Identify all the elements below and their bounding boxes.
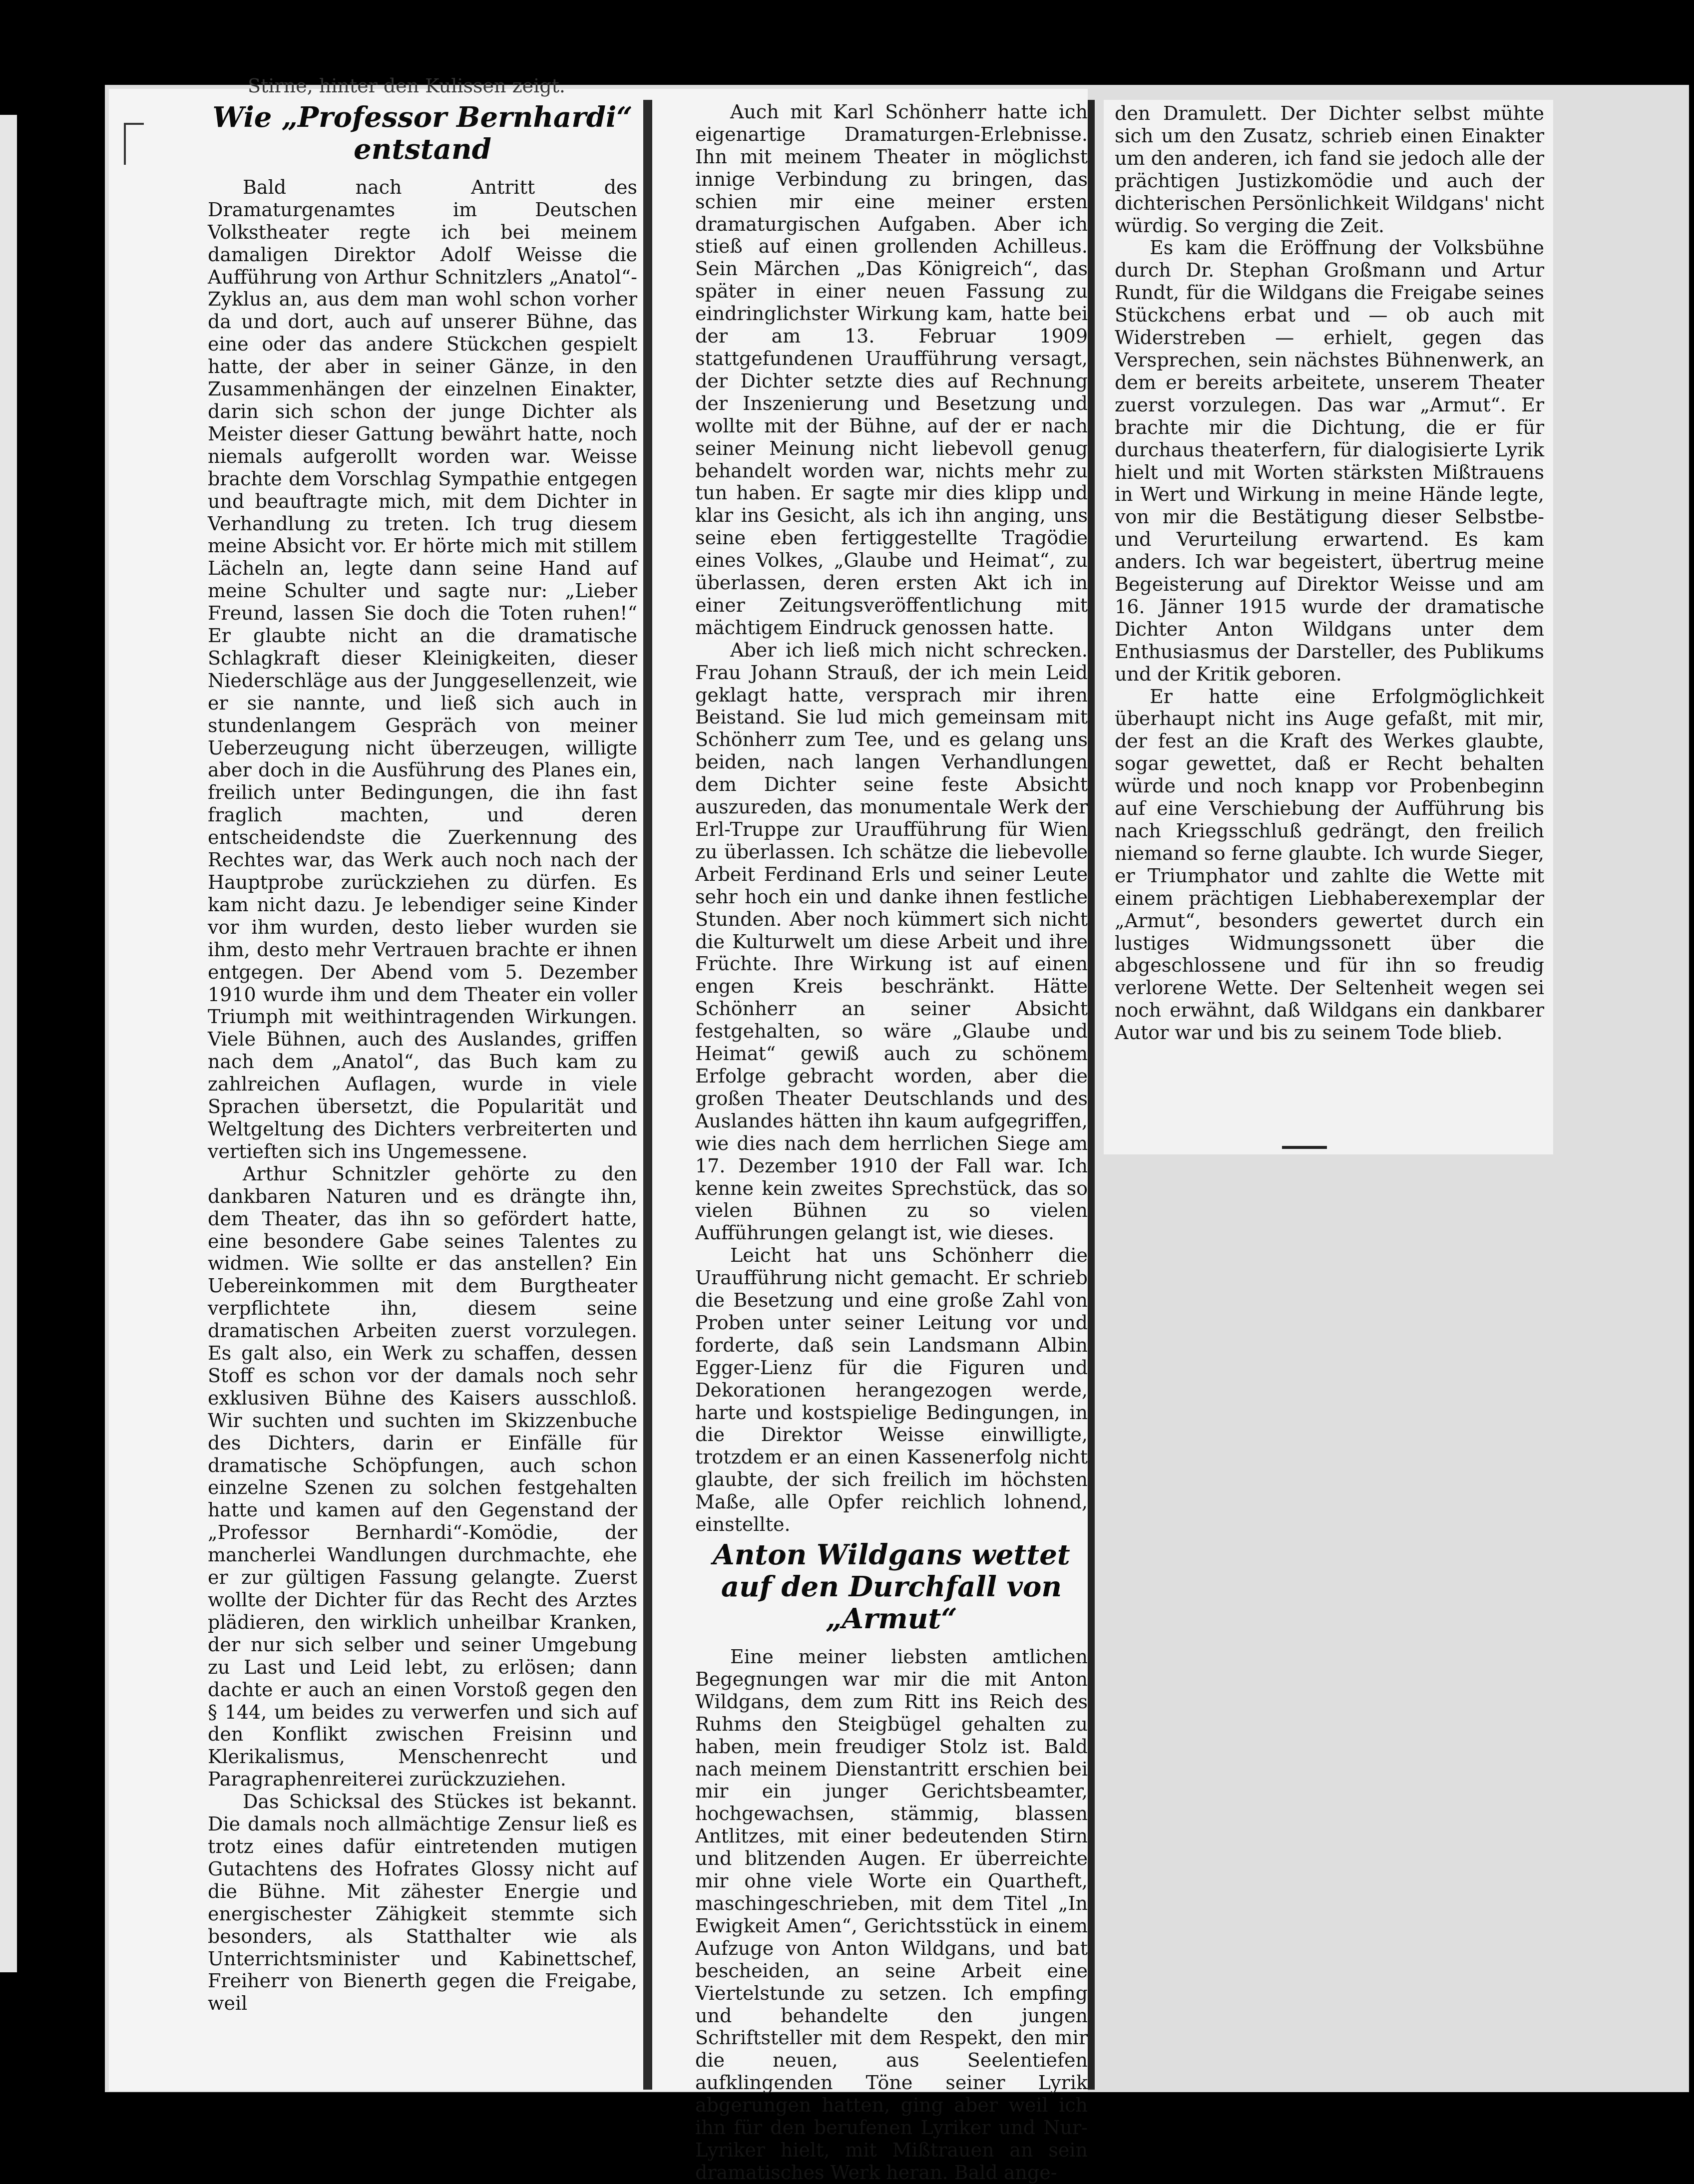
- section-heading: Wie „Professor Bernhardi“ entstand: [212, 100, 633, 166]
- article-paragraph: Es kam die Eröffnung der Volksbühne durch Dr. Stephan Großmann und Artur Rundt, für die Wildgans die Freigabe seines Stückchens erbat und — ob auch mit Widerstreben — erhielt, gegen das Versprechen, sein nächstes Bühnenwerk, an dem er bereits arbeitete, unserem Theater zuerst vorzulegen. Das war „Armut“. Er brachte mir die Dichtung, die er für durchaus theaterfern, für dialogisierte Lyrik hielt und mit Worten stärksten Mißtrauens in Wert und Wirkung in meine Hände legte, von mir die Bestätigung dieser Selbstbe- und Verurteilung erwartend. Es kam anders. Ich war begeistert, übertrug meine Begeisterung auf Direktor Weisse und am 16. Jänner 1915 wurde der dramatische Dichter Anton Wildgans unter dem Enthusiasmus der Darsteller, des Publikums und der Kritik geboren.: [1115, 237, 1544, 685]
- article-column-3: [1115, 102, 1544, 1044]
- article-paragraph: Er hatte eine Erfolgmöglichkeit überhaupt nicht ins Auge gefaßt, mit mir, der fest an die Kraft des Werkes glaubte, sogar gewettet, daß er Recht behalten würde und noch knapp vor Probenbeginn auf eine Verschiebung der Aufführung bis nach Kriegsschluß gedrängt, den freilich niemand so ferne glaubte. Ich wurde Sieger, er Triumphator und zahlte die Wette mit einem prächtigen Liebhaberexemplar der „Armut“, besonders gewertet durch ein lustiges Widmungssonett über die abgeschlossene und für ihn so freudig verlorene Wette. Der Seltenheit wegen sei noch erwähnt, daß Wildgans ein dankbarer Autor war und bis zu seinem Tode blieb.: [1115, 685, 1544, 1044]
- article-paragraph: Auch mit Karl Schönherr hatte ich eigenartige Dramaturgen-Erlebnisse. Ihn mit meinem Theater in möglichst innige Verbindung zu bringen, das schien mir eine meiner ersten dramaturgischen Aufgaben. Aber ich stieß auf einen grollenden Achilleus. Sein Märchen „Das Königreich“, das später in einer neuen Fassung zu eindringlichster Wirkung kam, hatte bei der am 13. Februar 1909 stattgefundenen Uraufführung versagt, der Dichter setzte dies auf Rechnung der Inszenierung und Besetzung und wollte mit der Bühne, auf der er nach seiner Meinung nicht liebevoll genug behandelt worden war, nichts mehr zu tun haben. Er sagte mir dies klipp und klar ins Gesicht, als ich ihn anging, uns seine eben fertiggestellte Tragödie eines Volkes, „Glaube und Heimat“, zu überlassen, deren ersten Akt ich in einer Zeitungsveröffentlichung mit mächtigem Eindruck genossen hatte.: [695, 101, 1088, 639]
- section-heading: Anton Wildgans wettet auf den Durchfall von „Armut“: [713, 1538, 1070, 1635]
- article-paragraph: Arthur Schnitzler gehörte zu den dankbaren Naturen und es drängte ihn, dem Theater, das ihn so gefördert hatte, eine besondere Gabe seines Talentes zu widmen. Wie sollte er das anstellen? Ein Uebereinkommen mit dem Burgtheater verpflichtete ihn, diesem seine dramatischen Arbeiten zuerst vorzulegen. Es galt also, ein Werk zu schaffen, dessen Stoff es schon vor der damals noch sehr exklusiven Bühne des Kaisers ausschloß. Wir suchten und suchten im Skizzenbuche des Dichters, darin er Einfälle für dramatische Schöpfungen, auch schon einzelne Szenen zu solchen festgehalten hatte und kamen auf den Gegenstand der „Professor Bernhardi“-Komödie, der mancherlei Wandlungen durchmachte, ehe er zur gültigen Fassung gelangte. Zuerst wollte der Dichter für das Recht des Arztes plädieren, den wirklich unheilbar Kranken, der nur sich selber und seiner Umgebung zu Last und Leid lebt, zu erlösen; dann dachte er auch an einen Vorstoß gegen den § 144, um beides zu verwerfen und sich auf den Konflikt zwischen Freisinn und Klerikalismus, Menschenrecht und Paragraphenreiterei zurückzuziehen.: [208, 1162, 637, 1791]
- article-paragraph: Eine meiner liebsten amtlichen Begegnungen war mir die mit Anton Wildgans, dem zum Ritt ins Reich des Ruhms den Steigbügel gehalten zu haben, mein freudiger Stolz ist. Bald nach meinem Dienstantritt erschien bei mir ein junger Gerichtsbeamter, hochgewachsen, stämmig, blassen Antlitzes, mit einer bedeutenden Stirn und blitzenden Augen. Er überreichte mir ohne viele Worte ein Quartheft, maschingeschrieben, mit dem Titel „In Ewigkeit Amen“, Gerichtsstück in einem Aufzuge von Anton Wildgans, und bat bescheiden, an seine Arbeit eine Viertelstunde zu setzen. Ich empfing und behandelte den jungen Schriftsteller mit dem Respekt, den mir die neuen, aus Seelentiefen aufklingenden Töne seiner Lyrik abgerungen hatten, ging aber weil ich ihn für den berufenen Lyriker und Nur-Lyriker hielt, mit Mißtrauen an sein dramatisches Werk heran. Bald ange-: [695, 1646, 1088, 2184]
- article-paragraph: Das Schicksal des Stückes ist bekannt. Die damals noch allmächtige Zensur ließ es trotz eines dafür eintretenden mutigen Gutachtens des Hofrates Glossy nicht auf die Bühne. Mit zähester Energie und energischester Zähigkeit stemmte sich besonders, als Statthalter wie als Unterrichtsminister und Kabinettschef, Freiherr von Bienerth gegen die Freigabe, weil: [208, 1791, 637, 2015]
- article-column-2: [695, 101, 1088, 2184]
- column-gutter-line: [1088, 100, 1095, 2090]
- adjacent-page-edge: [0, 115, 17, 1972]
- end-rule: [1282, 1146, 1327, 1149]
- article-column-1: [208, 75, 637, 2015]
- article-paragraph: Aber ich ließ mich nicht schrecken. Frau Johann Strauß, der ich mein Leid geklagt hatte, versprach mir ihren Beistand. Sie lud mich gemeinsam mit Schönherr zum Tee, und es gelang uns beiden, nach langen Verhandlungen dem Dichter seine feste Absicht auszureden, das monumentale Werk der Erl-Truppe zur Uraufführung für Wien zu überlassen. Ich schätze die liebevolle Arbeit Ferdinand Erls und seiner Leute sehr hoch ein und danke ihnen festliche Stunden. Aber noch kümmert sich nicht die Kulturwelt um diese Arbeit und ihre Früchte. Ihre Wirkung ist auf einen engen Kreis beschränkt. Hätte Schönherr an seiner Absicht festgehalten, so wäre „Glaube und Heimat“ gewiß auch zu schönem Erfolge gebracht worden, aber die großen Theater Deutschlands und des Auslandes hätten ihn kaum aufgegriffen, wie dies nach dem herrlichen Siege am 17. Dezember 1910 der Fall war. Ich kenne kein zweites Sprechstück, das so vielen Bühnen zu so vielen Aufführungen gelangt ist, wie dieses.: [695, 639, 1088, 1244]
- column-gutter-line: [643, 100, 652, 2090]
- cut-off-line: Stirne, hinter den Kulissen zeigt.: [248, 75, 565, 97]
- article-paragraph: Bald nach Antritt des Dramaturgenamtes im Deutschen Volkstheater regte ich bei meinem damaligen Direktor Adolf Weisse die Aufführung von Arthur Schnitzlers „Anatol“-Zyklus an, aus dem man wohl schon vorher da und dort, auch auf unserer Bühne, das eine oder das andere Stückchen gespielt hatte, der aber in seiner Gänze, in den Zusammenhängen der einzelnen Einakter, darin sich schon der junge Dichter als Meister dieser Gattung bewährt hatte, noch niemals aufgerollt worden war. Weisse brachte dem Vorschlag Sympathie entgegen und beauftragte mich, mit dem Dichter in Verhandlung zu treten. Ich trug diesem meine Absicht vor. Er hörte mich mit stillem Lächeln an, legte dann seine Hand auf meine Schulter und sagte nur: „Lieber Freund, lassen Sie doch die Toten ruhen!“ Er glaubte nicht an die dramatische Schlagkraft dieser Kleinigkeiten, dieser Niederschläge aus der Junggesellenzeit, wie er sie nannte, und ließ sich auch in stundenlangem Gespräch von meiner Ueberzeugung nicht überzeugen, willigte aber doch in die Ausführung des Planes ein, freilich unter Bedingungen, die ihn fast fraglich machten, und deren entscheidendste die Zuerkennung des Rechtes war, das Werk auch noch nach der Hauptprobe zurückziehen zu dürfen. Es kam nicht dazu. Je lebendiger seine Kinder vor ihm wurden, desto lieber wurden sie ihm, desto mehr Vertrauen brachte er ihnen entgegen. Der Abend vom 5. Dezember 1910 wurde ihm und dem Theater ein voller Triumph mit weithintragenden Wirkungen. Viele Bühnen, auch des Auslandes, griffen nach dem „Anatol“, das Buch kam zu zahlreichen Auflagen, wurde in viele Sprachen übersetzt, die Popularität und Weltgeltung des Dichters verbreiterten und vertieften sich ins Ungemessene.: [208, 176, 637, 1162]
- article-paragraph: Leicht hat uns Schönherr die Uraufführung nicht gemacht. Er schrieb die Besetzung und eine große Zahl von Proben unter seiner Leitung vor und forderte, daß sein Landsmann Albin Egger-Lienz für die Figuren und Dekorationen herangezogen werde, harte und kostspielige Bedingungen, in die Direktor Weisse einwilligte, trotzdem er an einen Kassenerfolg nicht glaubte, der sich freilich im höchsten Maße, alle Opfer reichlich lohnend, einstellte.: [695, 1244, 1088, 1536]
- corner-crop-mark: [124, 123, 144, 165]
- article-paragraph: den Dramulett. Der Dichter selbst mühte sich um den Zusatz, schrieb einen Einakter um den anderen, ich fand sie jedoch alle der prächtigen Justizkomödie und auch der dichterischen Persönlichkeit Wildgans' nicht würdig. So verging die Zeit.: [1115, 102, 1544, 237]
